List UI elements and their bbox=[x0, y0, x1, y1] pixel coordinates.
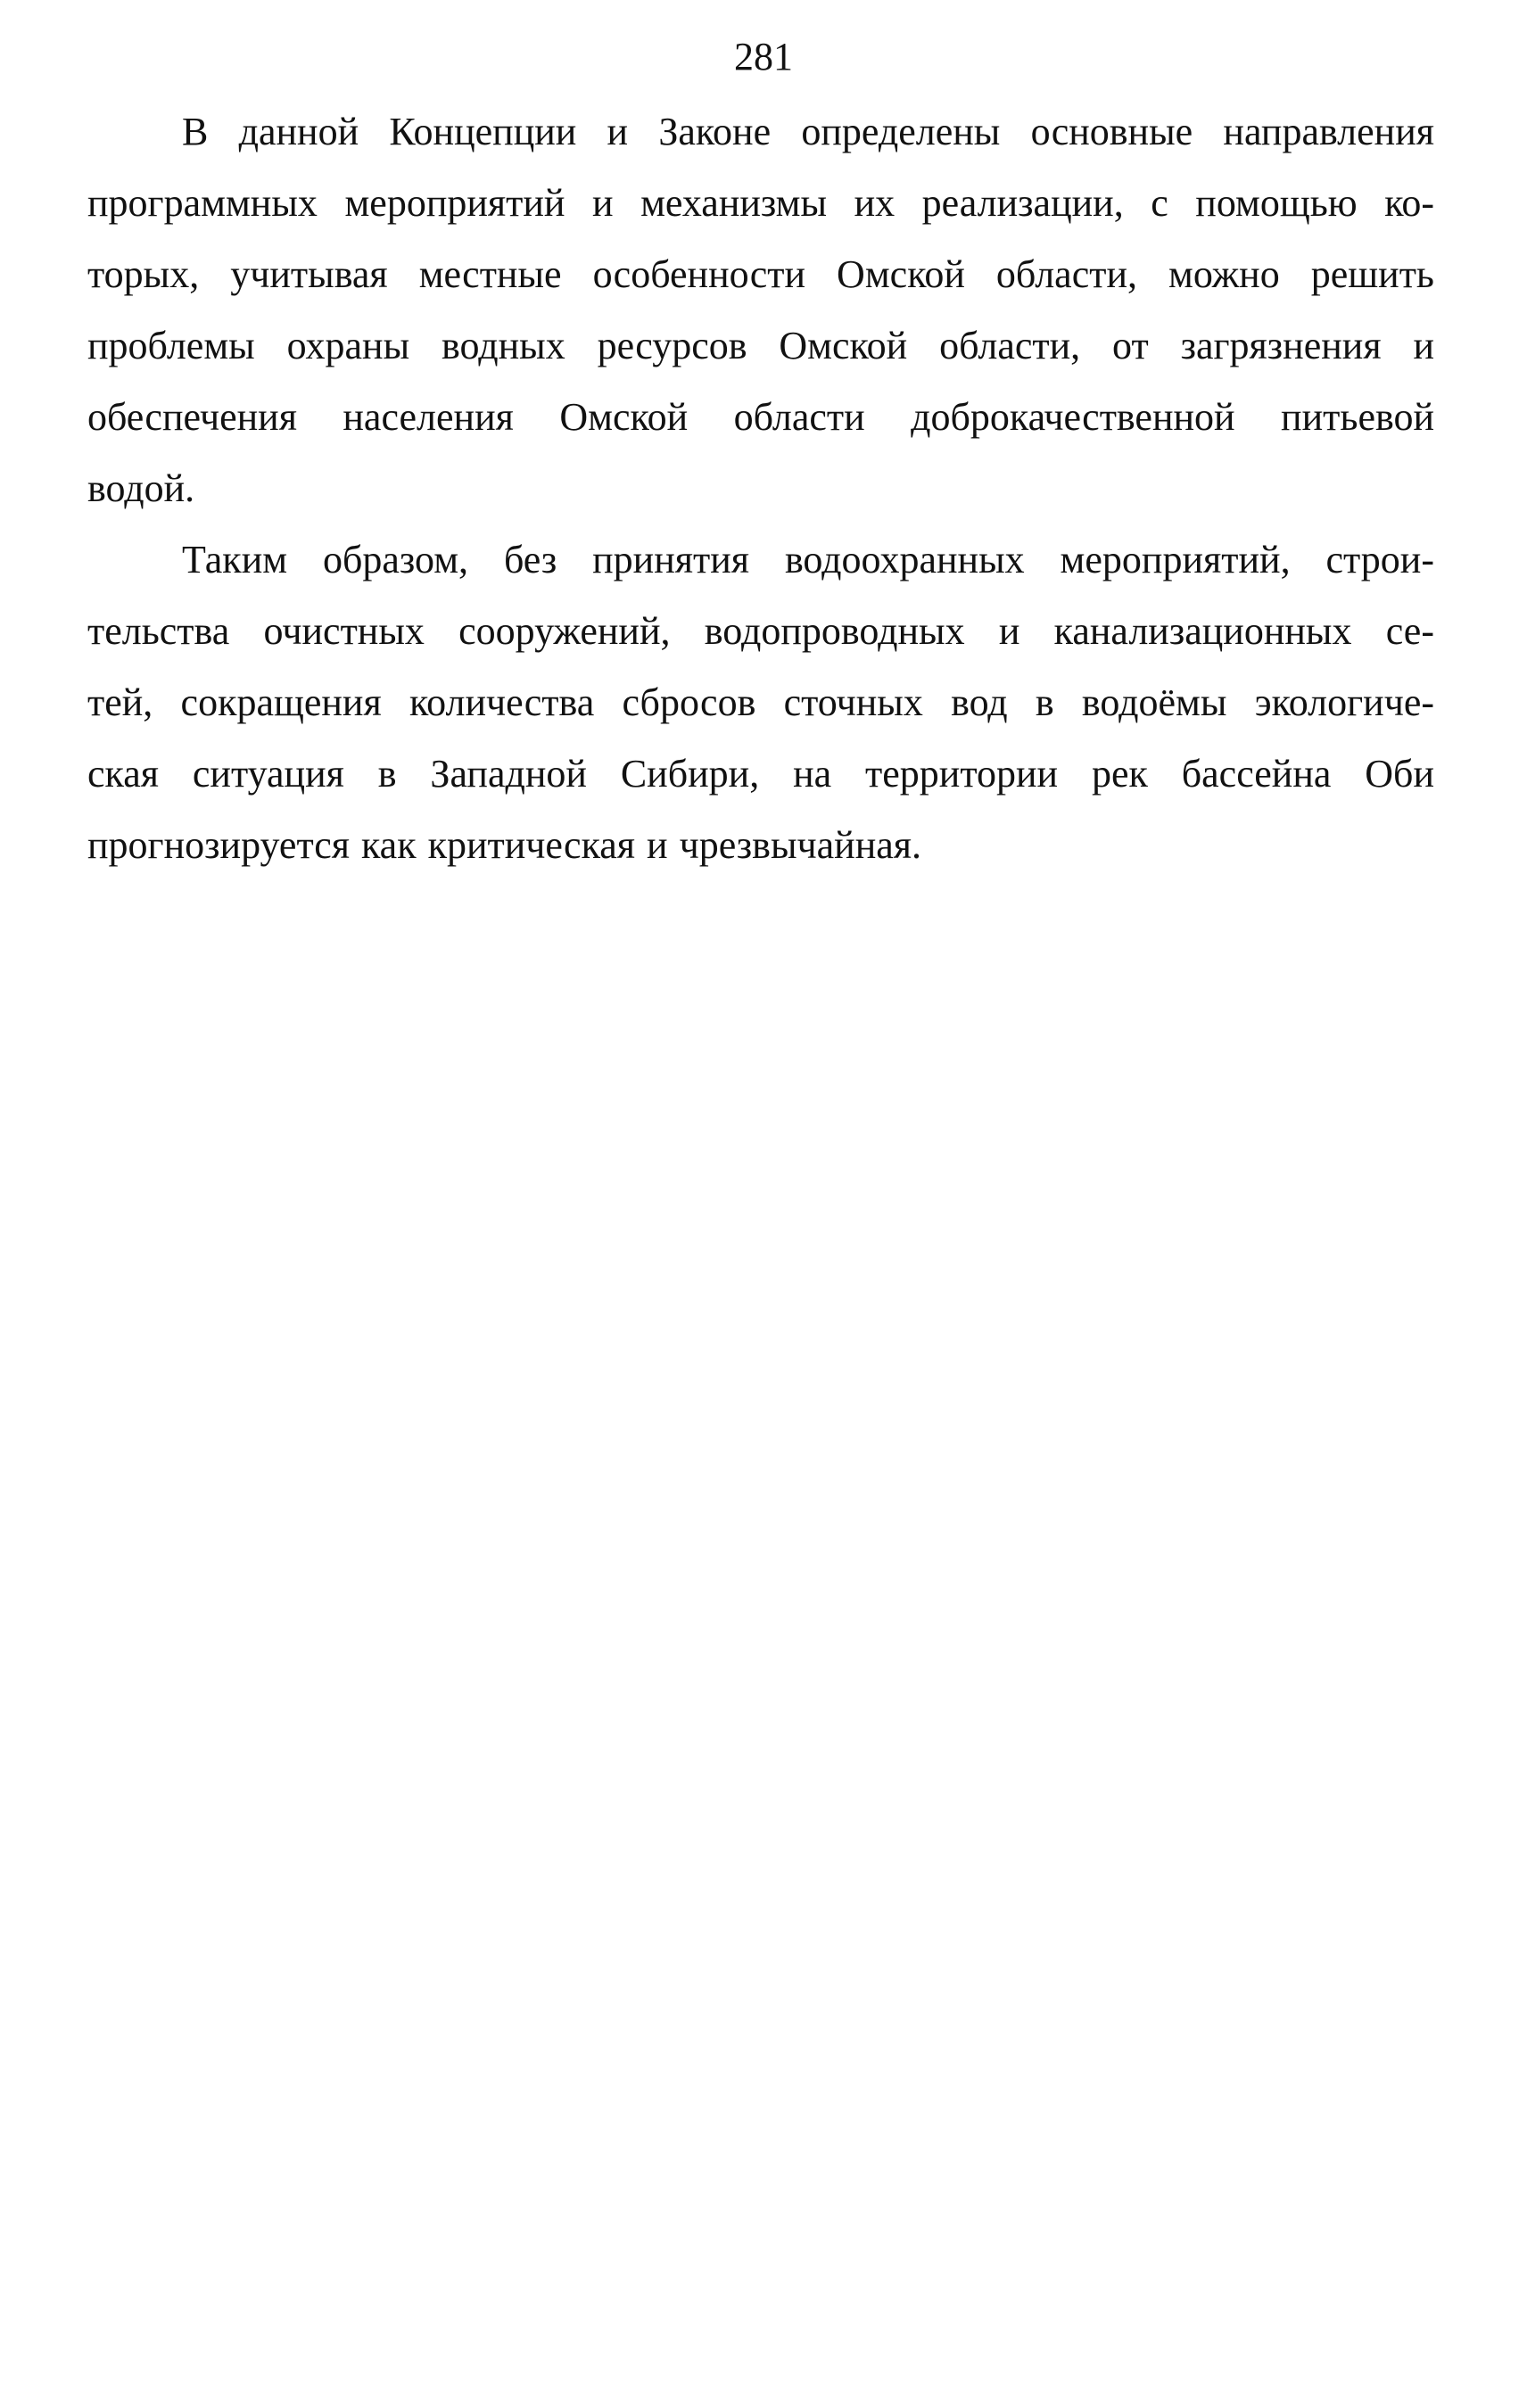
paragraph-line: водой. bbox=[87, 466, 195, 510]
paragraph-line: тей, сокращения количества сбросов сточных вод в водоёмы экологиче- bbox=[87, 680, 1434, 724]
paragraph-line: прогнозируется как критическая и чрезвычайная. bbox=[87, 823, 922, 867]
paragraph-2 bbox=[87, 524, 1434, 881]
paragraph-1 bbox=[87, 96, 1434, 524]
paragraph-line: В данной Концепции и Законе определены основные направления bbox=[182, 110, 1434, 153]
paragraph-line: программных мероприятий и механизмы их реализации, с помощью ко- bbox=[87, 181, 1434, 225]
page-number: 281 bbox=[734, 35, 793, 78]
paragraph-line: Таким образом, без принятия водоохранных мероприятий, строи- bbox=[182, 538, 1434, 581]
body-text bbox=[87, 96, 1434, 881]
paragraph-line: ская ситуация в Западной Сибири, на территории рек бассейна Оби bbox=[87, 752, 1434, 796]
paragraph-line: обеспечения населения Омской области доброкачественной питьевой bbox=[87, 395, 1434, 439]
paragraph-line: тельства очистных сооружений, водопроводных и канализационных се- bbox=[87, 609, 1434, 653]
paragraph-line: торых, учитывая местные особенности Омской области, можно решить bbox=[87, 252, 1434, 296]
paragraph-line: проблемы охраны водных ресурсов Омской области, от загрязнения и bbox=[87, 324, 1434, 367]
